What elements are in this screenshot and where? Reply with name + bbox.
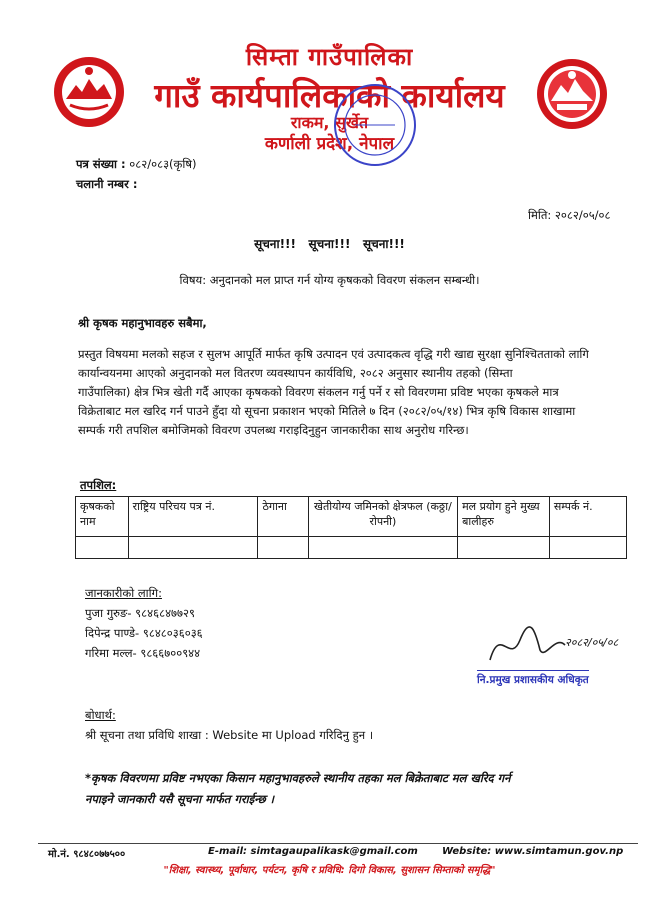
patra-sankhya: पत्र संख्या : ०८२/०८३(कृषि) [76,157,197,171]
contacts-label: जानकारीको लागि: [85,586,162,600]
footer-website: Website: www.simtamun.gov.np [442,846,624,857]
contacts-block [85,583,203,663]
note-line: नपाइने जानकारी यसै सूचना मार्फत गराईन्छ । [85,792,274,806]
footer-divider [38,843,638,844]
office-title: गाउँ कार्यपालिकाको कार्यालय [154,76,505,115]
table-cell [308,537,457,559]
bodhartha-label: बोधार्थ: [85,708,116,722]
body-line: गाउँपालिका) क्षेत्र भित्र खेती गर्दै आएका कृषकको विवरण संकलन गर्नु पर्ने र सो विवरणमा प्रविष्ट भएका कृषकले मात्र [78,385,559,399]
table-cell [128,537,258,559]
table-cell [549,537,626,559]
farmer-details-table [75,496,627,559]
salutation: श्री कृषक महानुभावहरु सबैमा, [78,316,207,330]
municipality-name: सिम्ता गाउँपालिका [245,43,414,71]
footer-slogan: "शिक्षा, स्वास्थ्य, पूर्वाधार, पर्यटन, कृषि र प्रविधि: दिगो विकास, सुशासन सिम्ताको समृद्धि" [163,865,496,876]
col-header-land-area: खेतीयोग्य जमिनको क्षेत्रफल (कठ्ठा/रोपनी) [308,497,457,537]
notice-body [78,345,623,440]
signature-date: २०८२/०५/०८ [565,636,619,649]
body-line: विक्रेताबाट मल खरिद गर्न पाउने हुँदा यो सूचना प्रकाशन भएको मितिले ७ दिन (२०८२/०५/१४) भित्र कृषि विकास शाखामा [78,404,576,418]
contact-item: पुजा गुरुङ- ९८४६८४७७२९ [85,606,195,620]
footer-phone: मो.नं. ९८४८०७७५०० [48,849,126,860]
important-note [85,768,630,810]
table-cell [76,537,129,559]
col-header-farmer-name: कृषकको नाम [76,497,129,537]
office-stamp-icon [330,80,420,170]
province-line: कर्णाली प्रदेश, नेपाल [264,134,395,154]
table-row [76,537,627,559]
table-cell [258,537,308,559]
tapasil-label: तपशिल: [80,478,117,492]
office-location: राकम, सुर्खेत [290,113,369,132]
signatory-designation: नि.प्रमुख प्रशासकीय अधिकृत [477,670,589,687]
footer-email: E-mail: simtagaupalikask@gmail.com [208,846,418,857]
note-line: *कृषक विवरणमा प्रविष्ट नभएका किसान महानुभावहरुले स्थानीय तहका मल बिक्रेताबाट मल खरिद गर्न [85,771,511,785]
contact-item: दिपेन्द्र पाण्डे- ९८४८०३६०३६ [85,626,203,640]
table-header-row [76,497,627,537]
chalani-number: चलानी नम्बर : [76,177,138,191]
body-line: प्रस्तुत विषयमा मलको सहज र सुलभ आपूर्ति मार्फत कृषि उत्पादन एवं उत्पादकत्व वृद्धि गरी खाद्य सुरक्षा सुनिश्चितताको लागि [78,347,589,361]
signature-block [477,615,630,700]
col-header-main-crops: मल प्रयोग हुने मुख्य बालीहरु [458,497,550,537]
subject-line: विषय: अनुदानको मल प्राप्त गर्न योग्य कृषकको विवरण संकलन सम्बन्धी। [179,273,480,287]
body-line: सम्पर्क गरी तपशिल बमोजिमको विवरण उपलब्ध गराइदिनुहुन जानकारीका साथ अनुरोध गरिन्छ। [78,423,469,437]
body-line: कार्यान्वयनमा आएको अनुदानको मल वितरण व्यवस्थापन कार्यविधि, २०८२ अनुसार स्थानीय तहको (सिम्ता [78,366,513,380]
contact-item: गरिमा मल्ल- ९८६६७००९४४ [85,646,201,660]
bodhartha-line: श्री सूचना तथा प्रविधि शाखा : Website मा Upload गरिदिनु हुन । [85,728,374,742]
col-header-nid: राष्ट्रिय परिचय पत्र नं. [128,497,258,537]
issue-date: मिति: २०८२/०५/०८ [528,208,611,222]
col-header-contact: सम्पर्क नं. [549,497,626,537]
notice-heading: सूचना!!! सूचना!!! सूचना!!! [254,237,405,251]
col-header-address: ठेगाना [258,497,308,537]
table-cell [458,537,550,559]
